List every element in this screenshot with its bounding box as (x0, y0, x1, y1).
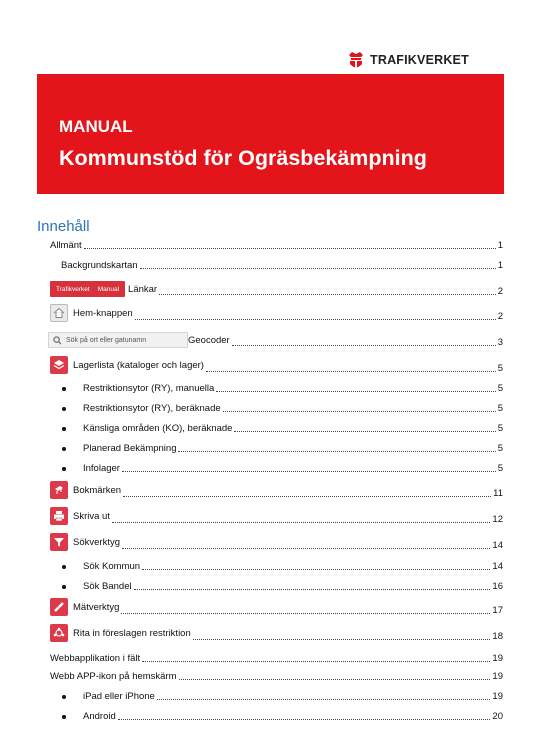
trafikverket-manual-badge (50, 281, 125, 297)
toc-entry[interactable] (0, 304, 538, 322)
toc-entry-text: Rita in föreslagen restriktion (73, 627, 191, 639)
bullet-icon (62, 447, 66, 451)
crown-icon (345, 49, 367, 71)
toc-entry[interactable] (0, 558, 538, 572)
toc-entry-text: Lagerlista (kataloger och lager) (73, 359, 204, 371)
toc-entry-text: Backgrundskartan (61, 260, 138, 271)
toc-entry[interactable] (0, 380, 538, 394)
toc-page-number: 20 (492, 711, 503, 722)
leader-dots (178, 451, 495, 452)
toc-entry-text: Allmänt (50, 240, 82, 251)
toc-entry[interactable] (0, 481, 538, 499)
toc-entry-text: Bokmärken (73, 484, 122, 496)
toc-entry[interactable] (0, 279, 538, 297)
leader-dots (121, 613, 490, 614)
bullet-icon (62, 387, 66, 391)
leader-dots (142, 569, 490, 570)
toc-entry[interactable] (0, 507, 538, 525)
toc-page-number: 14 (492, 540, 503, 551)
leader-dots (193, 639, 491, 640)
toc-page-number: 2 (497, 286, 503, 297)
bullet-icon (62, 715, 66, 719)
toc-entry[interactable] (0, 578, 538, 592)
toc-page-number: 3 (497, 337, 503, 348)
leader-dots (159, 294, 496, 295)
leader-dots (84, 248, 496, 249)
search-placeholder: Sök på ort eller gatunamn (66, 336, 147, 344)
filter-icon (50, 533, 68, 551)
toc-page-number: 19 (492, 691, 503, 702)
toc-entry-text: Länkar (128, 283, 158, 295)
toc-page-number: 1 (497, 260, 503, 271)
badge-right-text: Manual (97, 285, 120, 293)
toc-entry[interactable] (0, 624, 538, 642)
toc-entry[interactable] (0, 237, 538, 251)
toc-entry[interactable] (0, 708, 538, 722)
toc-entry[interactable] (0, 598, 538, 616)
leader-dots (216, 391, 495, 392)
title-banner (37, 74, 504, 194)
toc-page-number: 5 (497, 383, 503, 394)
leader-dots (123, 496, 491, 497)
toc-entry-text: Känsliga områden (KO), beräknade (83, 423, 233, 434)
leader-dots (118, 719, 491, 720)
layers-icon (50, 356, 68, 374)
leader-dots (112, 522, 490, 523)
leader-dots (135, 319, 496, 320)
leader-dots (179, 679, 491, 680)
draw-restriction-icon (50, 624, 68, 642)
toc-entry-text: Sök Bandel (83, 581, 132, 592)
toc-entry[interactable] (0, 533, 538, 551)
toc-entry-text: Skriva ut (73, 510, 110, 522)
toc-entry[interactable] (0, 440, 538, 454)
leader-dots (157, 699, 491, 700)
toc-entry-text: Geocoder (188, 334, 230, 346)
toc-entry-text: Hem-knappen (73, 307, 133, 319)
bullet-icon (62, 695, 66, 699)
bullet-icon (62, 407, 66, 411)
trafikverket-logo (345, 46, 469, 74)
bullet-icon (62, 427, 66, 431)
toc-entry[interactable] (0, 400, 538, 414)
toc-page-number: 14 (492, 561, 503, 572)
toc-entry[interactable] (0, 356, 538, 374)
search-icon (53, 336, 62, 345)
ruler-icon (50, 598, 68, 616)
toc-entry[interactable] (0, 257, 538, 271)
toc-entry[interactable] (0, 668, 538, 682)
toc-page-number: 12 (492, 514, 503, 525)
toc-entry-text: Sök Kommun (83, 561, 141, 572)
toc-entry[interactable] (0, 460, 538, 474)
document-title: Kommunstöd för Ogräsbekämpning (59, 146, 427, 170)
leader-dots (234, 431, 495, 432)
toc-page-number: 5 (497, 463, 503, 474)
toc-entry-text: Sökverktyg (73, 536, 120, 548)
leader-dots (122, 548, 490, 549)
home-icon (50, 304, 68, 322)
toc-page-number: 18 (492, 631, 503, 642)
toc-page-number: 5 (497, 423, 503, 434)
toc-page-number: 16 (492, 581, 503, 592)
toc-entry-text: Webb APP-ikon på hemskärm (50, 671, 177, 682)
printer-icon (50, 507, 68, 525)
toc-page-number: 5 (497, 443, 503, 454)
toc-entry-text: Restriktionsytor (RY), beräknade (83, 403, 221, 414)
toc-page-number: 1 (497, 240, 503, 251)
toc-page-number: 19 (492, 671, 503, 682)
toc-page-number: 5 (497, 363, 503, 374)
toc-heading: Innehåll (37, 218, 90, 235)
toc-entry-text: Webbapplikation i fält (50, 653, 141, 664)
bullet-icon (62, 565, 66, 569)
leader-dots (232, 345, 496, 346)
toc-entry-text: Android (83, 711, 116, 722)
toc-entry[interactable] (0, 330, 538, 348)
toc-entry-text: iPad eller iPhone (83, 691, 155, 702)
leader-dots (134, 589, 491, 590)
toc-entry[interactable] (0, 688, 538, 702)
toc-entry-text: Restriktionsytor (RY), manuella (83, 383, 215, 394)
badge-left-text: Trafikverket (56, 285, 90, 293)
bullet-icon (62, 585, 66, 589)
toc-page-number: 5 (497, 403, 503, 414)
geocoder-search-image (48, 332, 188, 348)
toc-entry-text: Mätverktyg (73, 601, 120, 613)
toc-entry-text: Planerad Bekämpning (83, 443, 177, 454)
leader-dots (223, 411, 496, 412)
bookmark-icon (50, 481, 68, 499)
toc-entry[interactable] (0, 420, 538, 434)
logo-text: TRAFIKVERKET (370, 53, 469, 67)
leader-dots (122, 471, 496, 472)
toc-page-number: 17 (492, 605, 503, 616)
leader-dots (140, 268, 496, 269)
banner-label: MANUAL (59, 117, 133, 136)
toc-page-number: 2 (497, 311, 503, 322)
toc-page-number: 19 (492, 653, 503, 664)
toc-entry-text: Infolager (83, 463, 120, 474)
leader-dots (142, 661, 490, 662)
toc-page-number: 11 (493, 488, 503, 499)
toc-entry[interactable] (0, 650, 538, 664)
bullet-icon (62, 467, 66, 471)
leader-dots (206, 371, 496, 372)
